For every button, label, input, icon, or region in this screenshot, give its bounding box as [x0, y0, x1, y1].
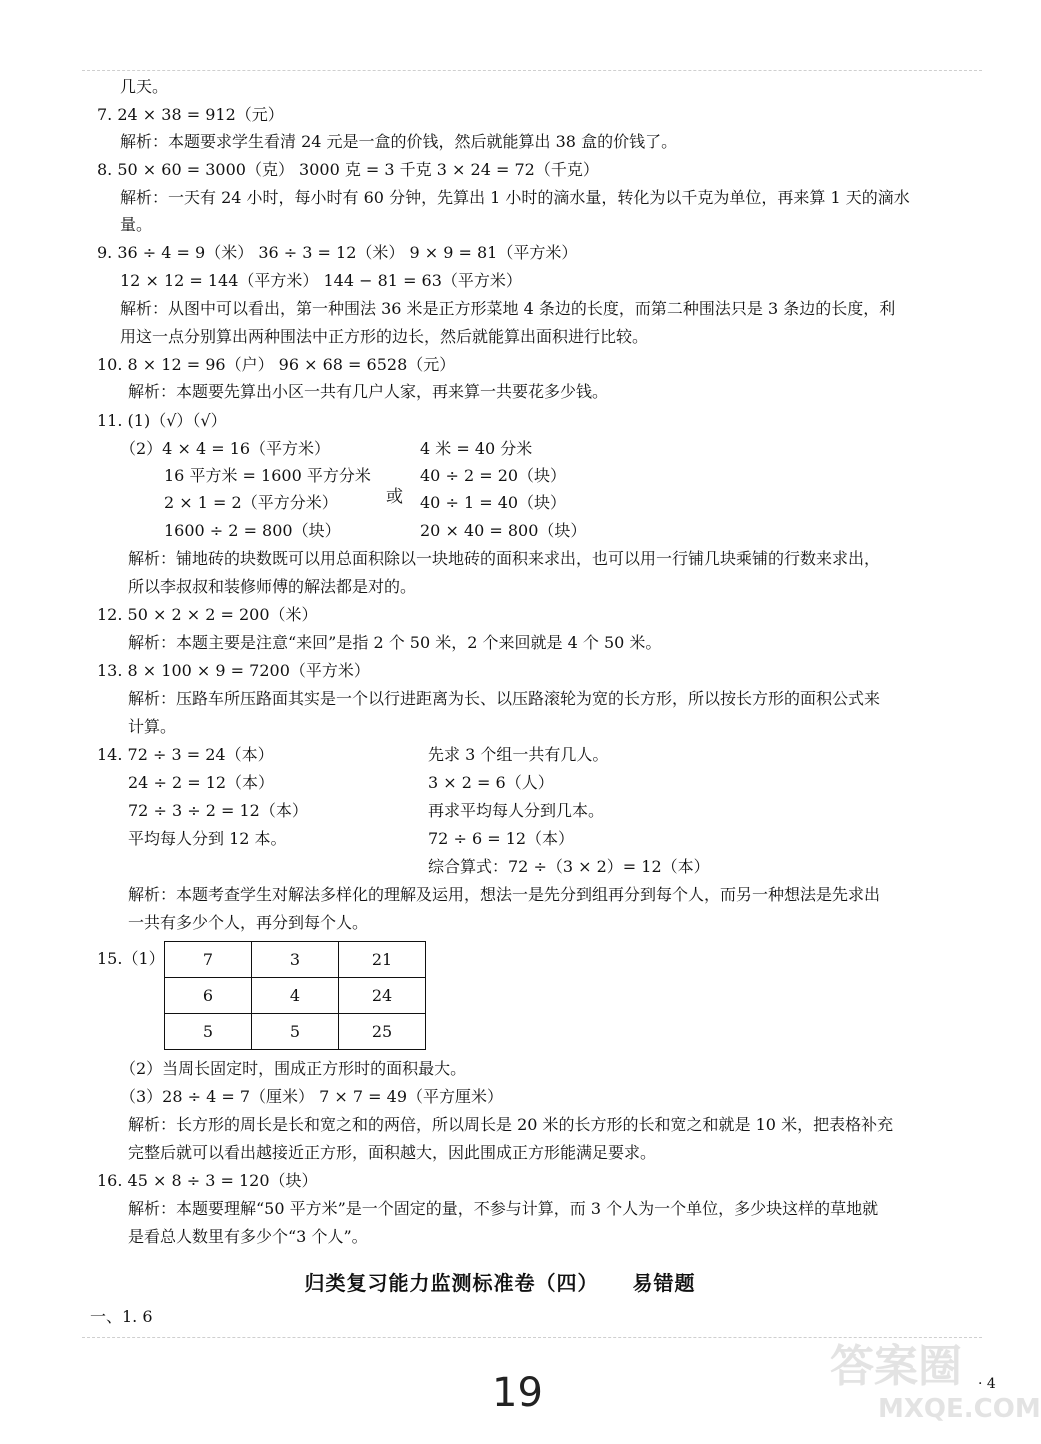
answer-line: 一、1. 6	[90, 1307, 153, 1326]
or-label: 或	[386, 487, 403, 507]
explanation-line: 解析：本题要先算出小区一共有几户人家，再来算一共要花多少钱。	[128, 382, 609, 401]
answer-line: 13. 8 × 100 × 9 = 7200（平方米）	[97, 661, 370, 680]
answer-line: 24 ÷ 2 = 12（本）	[128, 773, 275, 792]
table-cell: 24	[339, 978, 426, 1014]
section-title	[0, 1267, 1000, 1296]
table-cell: 25	[339, 1014, 426, 1050]
alt-answer-line: 再求平均每人分到几本。	[428, 801, 605, 820]
answer-line: 12 × 12 = 144（平方米） 144 − 81 = 63（平方米）	[120, 271, 522, 290]
section-title-text: 归类复习能力监测标准卷（四）	[304, 1271, 599, 1295]
table-row	[165, 1014, 426, 1050]
section-subtitle: 易错题	[632, 1271, 696, 1295]
answer-line: 2 × 1 = 2（平方分米）	[164, 493, 338, 512]
alt-answer-line: 20 × 40 = 800（块）	[420, 521, 587, 540]
answer-line: 72 ÷ 3 ÷ 2 = 12（本）	[128, 801, 308, 820]
answer-line: 几天。	[120, 77, 169, 96]
explanation-line: 解析：一天有 24 小时，每小时有 60 分钟，先算出 1 小时的滴水量，转化为以千克为单位，再来算 1 天的滴水	[120, 188, 910, 207]
alt-answer-line: 3 × 2 = 6（人）	[428, 773, 554, 792]
explanation-line: 一共有多少个人，再分到每个人。	[128, 913, 369, 932]
explanation-line: 量。	[120, 215, 153, 234]
explanation-line: 完整后就可以看出越接近正方形，面积越大，因此围成正方形能满足要求。	[128, 1143, 657, 1162]
answer-line: 11. (1)（√）（√）	[97, 411, 227, 430]
explanation-line: 解析：从图中可以看出，第一种围法 36 米是正方形菜地 4 条边的长度，而第二种围法只是 3 条边的长度，利	[120, 299, 896, 318]
alt-answer-line: 4 米 = 40 分米	[420, 439, 533, 458]
explanation-line: 解析：长方形的周长是长和宽之和的两倍，所以周长是 20 米的长方形的长和宽之和就是 10 米，把表格补充	[128, 1115, 894, 1134]
answer-line: 16 平方米 = 1600 平方分米	[164, 466, 371, 485]
answer-line: （3）28 ÷ 4 = 7（厘米） 7 × 7 = 49（平方厘米）	[120, 1087, 504, 1106]
explanation-line: 解析：本题要理解“50 平方米”是一个固定的量，不参与计算，而 3 个人为一个单位，多少块这样的草地就	[128, 1199, 879, 1218]
alt-answer-line: 先求 3 个组一共有几人。	[428, 745, 609, 764]
table-cell: 6	[165, 978, 252, 1014]
answer-line: 7. 24 × 38 = 912（元）	[97, 105, 284, 124]
answer-line: 平均每人分到 12 本。	[128, 829, 287, 848]
explanation-line: 是看总人数里有多少个“3 个人”。	[128, 1227, 368, 1246]
explanation-line: 解析：本题考查学生对解法多样化的理解及运用，想法一是先分到组再分到每个人，而另一种想法是先求出	[128, 885, 881, 904]
answer-line: 1600 ÷ 2 = 800（块）	[164, 521, 341, 540]
alt-answer-line: 40 ÷ 2 = 20（块）	[420, 466, 567, 485]
edge-page-mark: · 4	[978, 1376, 996, 1392]
page-number: 19	[492, 1370, 543, 1416]
watermark-logo	[818, 1330, 1041, 1440]
explanation-line: 解析：本题要求学生看清 24 元是一盒的价钱，然后就能算出 38 盒的价钱了。	[120, 132, 678, 151]
explanation-line: 所以李叔叔和装修师傅的解法都是对的。	[128, 577, 417, 596]
explanation-line: 解析：铺地砖的块数既可以用总面积除以一块地砖的面积来求出，也可以用一行铺几块乘铺的行数来求出，	[128, 549, 881, 568]
table-cell: 3	[252, 942, 339, 978]
top-divider	[82, 70, 982, 71]
answer-line: 8. 50 × 60 = 3000（克） 3000 克 = 3 千克 3 × 24 = 72（千克）	[97, 160, 599, 179]
table-cell: 21	[339, 942, 426, 978]
watermark-bottom: MXQE.COM	[878, 1394, 1041, 1424]
alt-answer-line: 72 ÷ 6 = 12（本）	[428, 829, 575, 848]
explanation-line: 计算。	[128, 717, 177, 736]
table-cell: 4	[252, 978, 339, 1014]
explanation-line: 用这一点分别算出两种围法中正方形的边长，然后就能算出面积进行比较。	[120, 327, 649, 346]
answer-line: 16. 45 × 8 ÷ 3 = 120（块）	[97, 1171, 318, 1190]
watermark-top: 答案圈	[830, 1341, 962, 1392]
answer-line: 14. 72 ÷ 3 = 24（本）	[97, 745, 274, 764]
table-row	[165, 942, 426, 978]
explanation-line: 解析：压路车所压路面其实是一个以行进距离为长、以压路滚轮为宽的长方形，所以按长方形的面积公式来	[128, 689, 881, 708]
answer-line: 15.（1）	[97, 949, 165, 968]
table-row	[165, 978, 426, 1014]
table-cell: 5	[165, 1014, 252, 1050]
table-cell: 7	[165, 942, 252, 978]
answer-line: 9. 36 ÷ 4 = 9（米） 36 ÷ 3 = 12（米） 9 × 9 = 81（平方米）	[97, 243, 578, 262]
alt-answer-line: 40 ÷ 1 = 40（块）	[420, 493, 567, 512]
answer-line: （2）当周长固定时，围成正方形时的面积最大。	[120, 1059, 467, 1078]
answer-line: 12. 50 × 2 × 2 = 200（米）	[97, 605, 318, 624]
alt-answer-line: 综合算式：72 ÷（3 × 2）= 12（本）	[428, 857, 710, 876]
answer-line: 10. 8 × 12 = 96（户） 96 × 68 = 6528（元）	[97, 355, 456, 374]
answer-table	[164, 941, 426, 1050]
explanation-line: 解析：本题主要是注意“来回”是指 2 个 50 米，2 个来回就是 4 个 50 米。	[128, 633, 662, 652]
table-cell: 5	[252, 1014, 339, 1050]
answer-line: （2）4 × 4 = 16（平方米）	[120, 439, 331, 458]
